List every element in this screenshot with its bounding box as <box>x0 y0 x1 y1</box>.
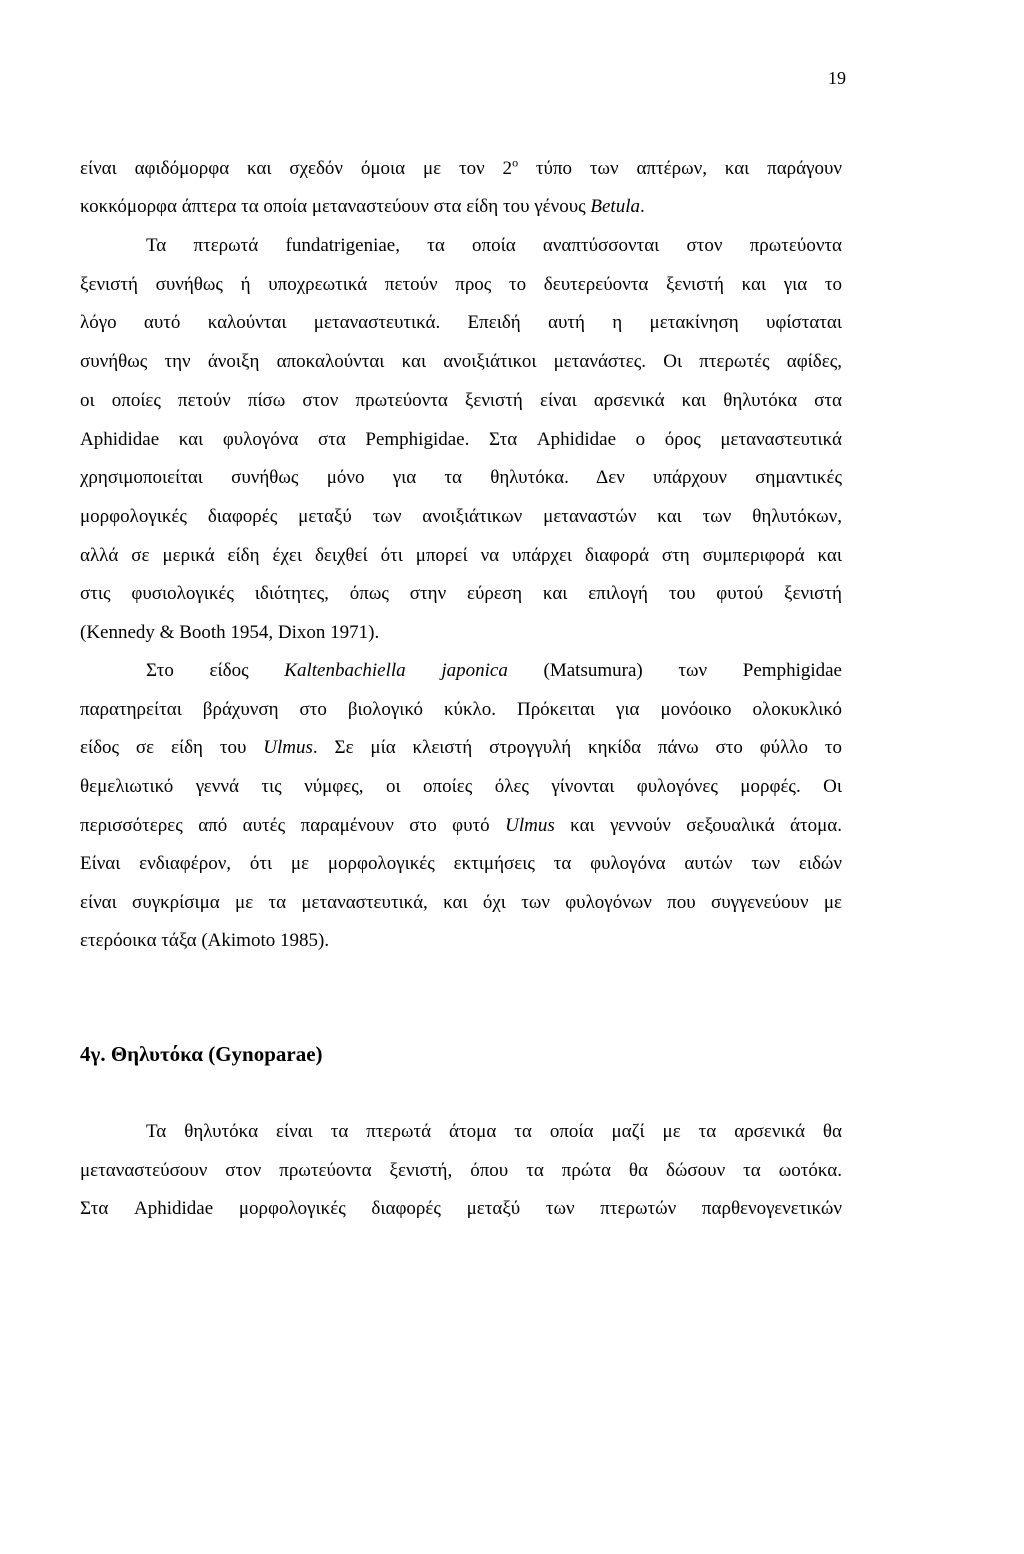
text-line: μεταναστεύσουν στον πρωτεύοντα ξενιστή, όπου τα πρώτα θα δώσουν τα ωοτόκα. <box>80 1160 842 1181</box>
page-number: 19 <box>828 68 846 88</box>
text-line: παρατηρείται βράχυνση στο βιολογικό κύκλο. Πρόκειται για μονόοικο ολοκυκλικό <box>80 699 842 720</box>
text-line: είναι συγκρίσιμα με τα μεταναστευτικά, και όχι των φυλογόνων που συγγενεύουν με <box>80 892 842 913</box>
taxon-name: Ulmus <box>505 815 555 836</box>
section-heading: 4γ. Θηλυτόκα (Gynoparae) <box>80 1042 323 1066</box>
text-line: αλλά σε μερικά είδη έχει δειχθεί ότι μπορεί να υπάρχει διαφορά στη συμπεριφορά και <box>80 545 842 566</box>
text-line: ετερόοικα τάξα (Akimoto 1985). <box>80 930 330 951</box>
taxon-name: Kaltenbachiella japonica <box>284 660 508 681</box>
text-line: Στο είδος Kaltenbachiella japonica (Matsumura) των Pemphigidae <box>146 660 842 681</box>
taxon-name: Ulmus <box>263 737 313 758</box>
text-line: Είναι ενδιαφέρον, ότι με μορφολογικές εκτιμήσεις τα φυλογόνα αυτών των ειδών <box>80 853 842 874</box>
text-line: στις φυσιολογικές ιδιότητες, όπως στην εύρεση και επιλογή του φυτού ξενιστή <box>80 583 842 604</box>
superscript: ο <box>512 155 519 170</box>
taxon-name: Betula <box>590 196 640 217</box>
text-line: ξενιστή συνήθως ή υποχρεωτικά πετούν προς το δευτερεύοντα ξενιστή και για το <box>80 274 842 295</box>
text-line: οι οποίες πετούν πίσω στον πρωτεύοντα ξενιστή είναι αρσενικά και θηλυτόκα στα <box>80 390 842 411</box>
text-line: Τα θηλυτόκα είναι τα πτερωτά άτομα τα οποία μαζί με τα αρσενικά θα <box>146 1121 842 1142</box>
text-line: λόγο αυτό καλούνται μεταναστευτικά. Επειδή αυτή η μετακίνηση υφίσταται <box>80 312 842 333</box>
text-line: είναι αφιδόμορφα και σχεδόν όμοια με τον $2^o$ τύπο των απτέρων, και παράγουν <box>80 155 842 179</box>
text-line: συνήθως την άνοιξη αποκαλούνται και ανοιξιάτικοι μετανάστες. Οι πτερωτές αφίδες, <box>80 351 842 372</box>
text-line: Στα Aphididae μορφολογικές διαφορές μεταξύ των πτερωτών παρθενογενετικών <box>80 1198 842 1219</box>
text-line: μορφολογικές διαφορές μεταξύ των ανοιξιάτικων μεταναστών και των θηλυτόκων, <box>80 506 842 527</box>
text-line: Τα πτερωτά fundatrigeniae, τα οποία αναπτύσσονται στον πρωτεύοντα <box>146 235 842 256</box>
text-line: θεμελιωτικό γεννά τις νύμφες, οι οποίες όλες γίνονται φυλογόνες μορφές. Οι <box>80 776 842 797</box>
text-line: χρησιμοποιείται συνήθως μόνο για τα θηλυτόκα. Δεν υπάρχουν σημαντικές <box>80 467 842 488</box>
text-line: (Kennedy & Booth 1954, Dixon 1971). <box>80 622 380 643</box>
text-line: περισσότερες από αυτές παραμένουν στο φυτό Ulmus και γεννούν σεξουαλικά άτομα. <box>80 815 842 836</box>
text-line: κοκκόμορφα άπτερα τα οποία μεταναστεύουν στα είδη του γένους Betula. <box>80 196 645 217</box>
text-line: Aphididae και φυλογόνα στα Pemphigidae. Στα Aphididae ο όρος μεταναστευτικά <box>80 429 842 450</box>
text-line: είδος σε είδη του Ulmus. Σε μία κλειστή στρογγυλή κηκίδα πάνω στο φύλλο το <box>80 737 843 758</box>
